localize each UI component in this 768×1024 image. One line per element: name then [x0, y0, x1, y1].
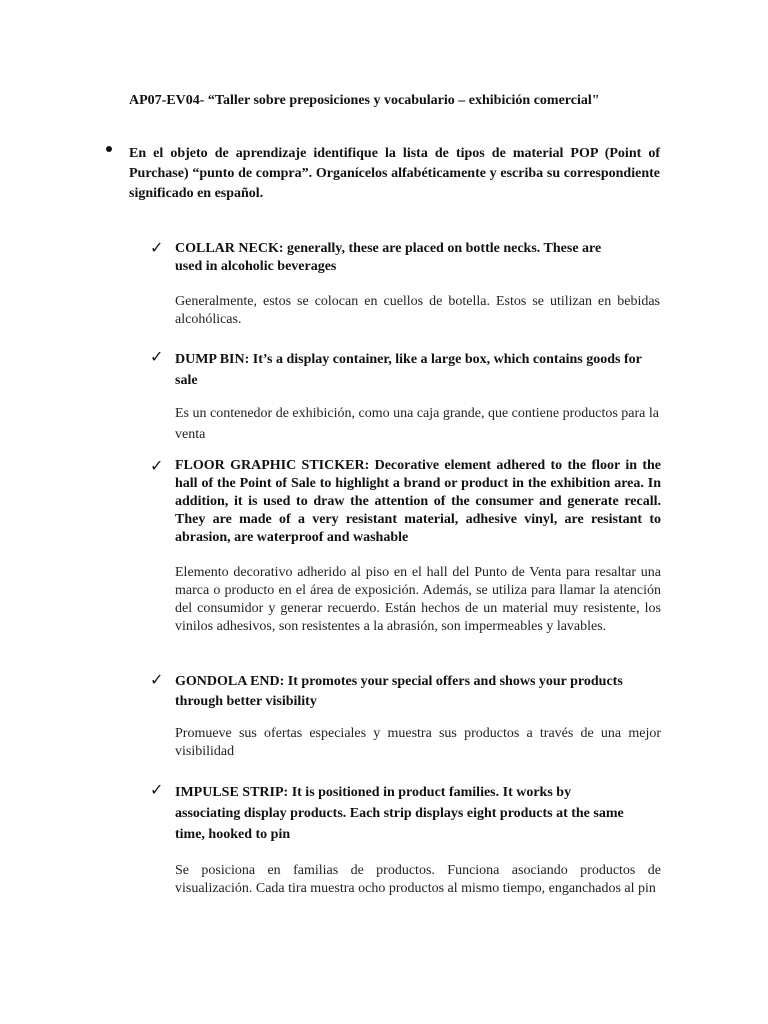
item-definition-en: It is positioned in product families. It works by associating display products. Each strip displays eight products at the same time, hooked to pin: [175, 785, 624, 842]
item-definition-es: Generalmente, estos se colocan en cuellos de botella. Estos se utilizan en bebidas alcohólicas.: [175, 294, 660, 327]
item-definition-en: Decorative element adhered to the floor in the hall of the Point of Sale to highlight a brand or product in the exhibition area. In addition, it is used to draw the attention of the consumer and generate recall. They are made of a very resistant material, adhesive vinyl, are resistant to abrasion, are waterproof and washable: [175, 458, 661, 545]
item-english-text: [175, 457, 661, 547]
item-term: FLOOR GRAPHIC STICKER:: [175, 458, 370, 473]
item-definition-es: Promueve sus ofertas especiales y muestra sus productos a través de una mejor visibilidad: [175, 726, 661, 759]
item-definition-es: Elemento decorativo adherido al piso en el hall del Punto de Venta para resaltar una marca o producto en el área de exposición. Además, se utiliza para llamar la atención del consumidor y generar recuerdo. Están hechos de un material muy resistente, los vinilos adhesivos, son resistentes a la abrasión, son impermeables y lavables.: [175, 565, 661, 634]
item-definition-es: Se posiciona en familias de productos. Funciona asociando productos de visualización. Cada tira muestra ocho productos al mismo tiempo, enganchados al pin: [175, 863, 661, 896]
item-definition-en: It’s a display container, like a large box, which contains goods for sale: [175, 352, 642, 388]
item-term: GONDOLA END:: [175, 674, 285, 689]
checkmark-icon: ✓: [150, 347, 164, 366]
checkmark-icon: ✓: [150, 670, 164, 689]
item-term: IMPULSE STRIP:: [175, 785, 289, 800]
bullet-dot-icon: [106, 146, 112, 152]
item-term: COLLAR NECK:: [175, 241, 284, 256]
item-term: DUMP BIN:: [175, 352, 250, 367]
item-english-text: [175, 672, 665, 712]
item-definition-en: generally, these are placed on bottle necks. These are used in alcoholic beverages: [175, 241, 602, 274]
item-definition-es: Es un contenedor de exhibición, como una caja grande, que contiene productos para la venta: [175, 406, 659, 442]
item-english-text: [175, 782, 630, 845]
item-english-text: [175, 349, 660, 391]
instructions-paragraph: En el objeto de aprendizaje identifique la lista de tipos de material POP (Point of Purchase) “punto de compra”. Organícelos alfabéticamente y escriba su correspondiente significado en español.: [129, 146, 660, 201]
document-title: AP07-EV04- “Taller sobre preposiciones y vocabulario – exhibición comercial": [129, 93, 600, 108]
item-english-text: [175, 240, 615, 276]
item-definition-en: It promotes your special offers and shows your products through better visibility: [175, 674, 623, 709]
checkmark-icon: ✓: [150, 780, 164, 799]
checkmark-icon: ✓: [150, 238, 164, 257]
checkmark-icon: ✓: [150, 456, 164, 475]
